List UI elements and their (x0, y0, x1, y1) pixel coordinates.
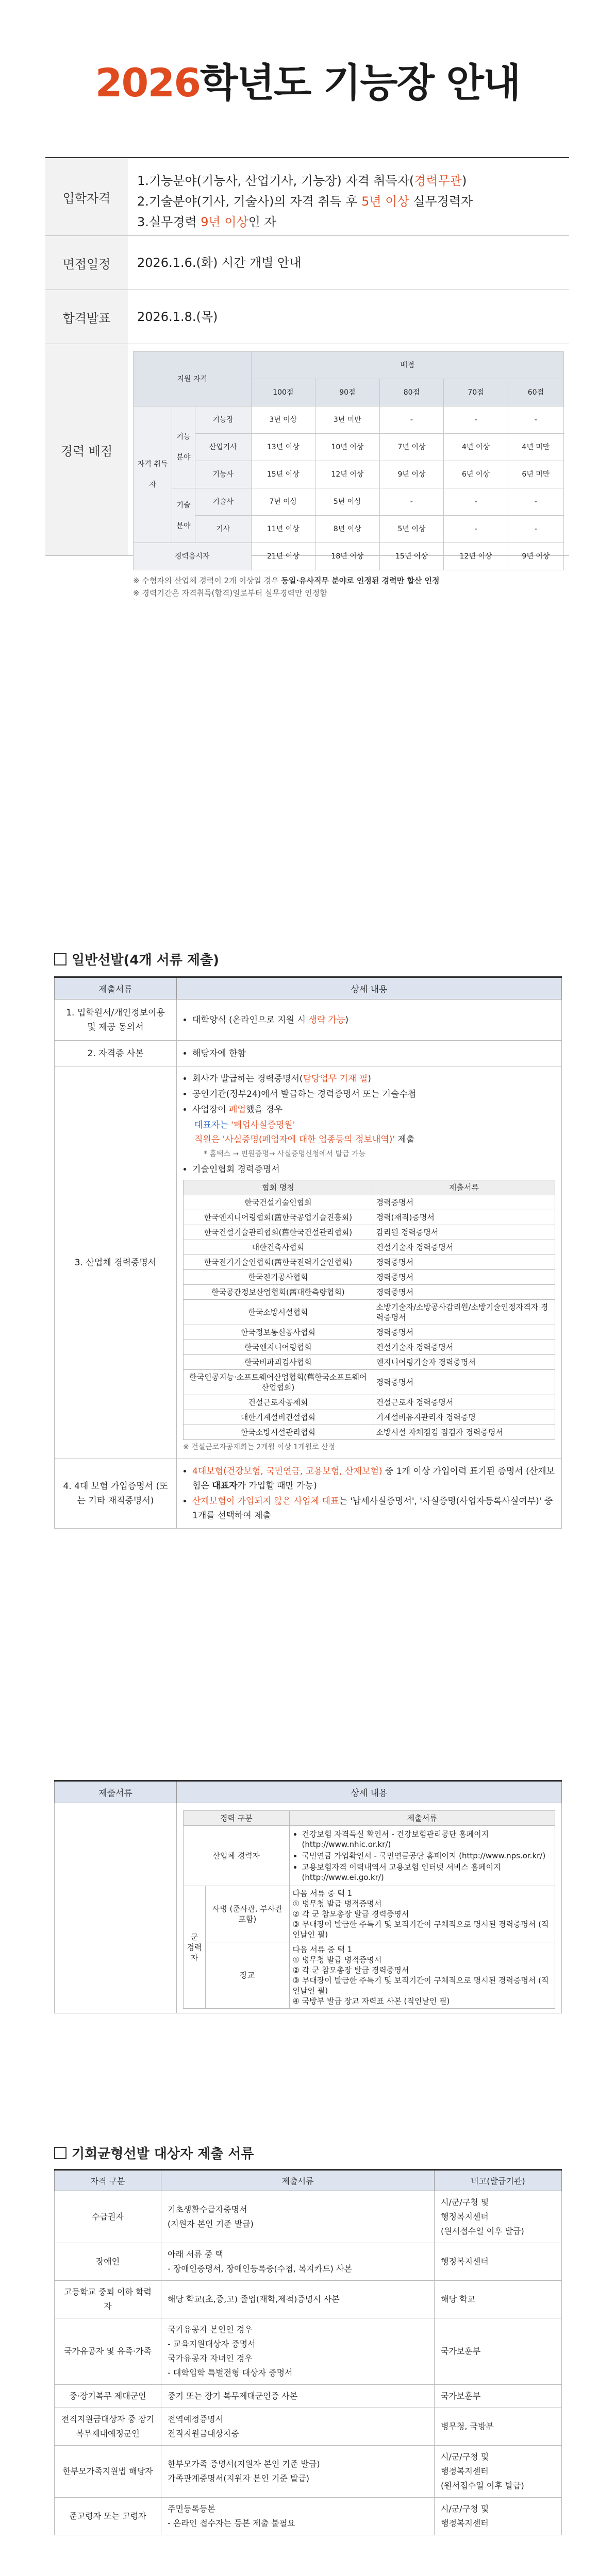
admission-info (45, 157, 569, 598)
score-notes: ※ 수험자의 산업체 경력이 2개 이상일 경우 동일·유사직무 분야로 인정된 경력만 합산 인정 ※ 경력기간은 자격취득(합격)일로부터 실무경력만 인정함 (133, 576, 440, 598)
balanced-table: 자격 구분 제출서류 비고(발급기관) 수급권자 기초생활수급자증명서 (지원자 본인 기준 발급) 시/군/구청 및 행정복지센터 (원서접수일 이후 발급) 장애인 아래 서류 중 택 - 장애인증명서, 장애인등록증(수첩, 복지카드) 사본 행정복지센터 고등학교 중퇴 이하 학력자 해당 학교(초,중,고) 졸업(재학,제적)증명서 사본 해당 학교 국가유공자 및 유족·가족 국가유공자 본인인 경우 - 교육지원대상자 증명서 국가유공자 자녀인 경우 - 대학입학 특별전형 대상자 증명서 국가보훈부 중·장기복무 제대군인 중기 또는 장기 복무제대군인증 사본 국가보훈부 전직지원금대상자 중 장기복무제대예정군인 전역예정증명서 전직지원금대상자증 병무청, 국방부 한부모가족지원법 해당자 한부모가족 증명서(지원자 본인 기준 발급) 가족관계증명서(지원자 본인 기준 발급) 시/군/구청 및 행정복지센터 (원서접수일 이후 발급) 준고령자 또는 고령자 주민등록등본 - 온라인 접수자는 등본 제출 불필요 시/군/구청 및 행정복지센터 (54, 2169, 562, 2535)
interview-row: 면접일정 2026.1.6.(화) 시간 개별 안내 (45, 236, 569, 290)
career-proof-table: 경력 구분 제출서류 산업체 경력자 • 건강보험 자격득실 확인서 - 건강보험관리공단 홈페이지 (http://www.nhic.or.kr/) • 국민연금 가입확인서 - 국민연금공단 홈페이지 (http://www.nps.or.kr/) • 고용보험자격 이력내역서 고용보험 인터넷 서비스 홈페이지(http://www.ei.go.kr/) 군 경력자 사병 (준사관, 부사관 포함) 다음 서류 중 택 1 ① 병무청 발급 병적증명서 ② 각 군 참모총장 발급 경력증명서 ③ 부대장이 발급한 주특기 및 보직기간이 구체적으로 명시된 경력증명서 (직인날인 필) 장교 다음 서류 중 택 1 ① 병무청 발급 병적증명서 ② 각 군 참모총장 발급 경력증명서 ③ 부대장이 발급한 주특기 및 보직기간이 구체적으로 명시된 경력증명서 (직인날인 필) ④ 국방부 발급 장교 자력표 사본 (직인날인 필) (183, 1810, 555, 2009)
score-row: 경력 배점 지원 자격 배점 100점 90점 80점 70점 60점 자격 취득자 기능 분야 기능장 3년 이상 3년 미만 - - - 산업기사 13년 이상 10년 이상 7년 이상 4년 이상 4년 미만 기능사 15년 이상 12년 이상 9년 이상 6년 이상 6년 미만 기술 분야 기술사 7년 이상 5년 이상 - - - 기사 11년 이상 8년 이상 5년 이상 - - 경력응시자 21년 이상 18년 이상 15년 이상 12년 이상 9년 이상 ※ 수험자의 산업체 경력이 2개 이상일 경우 동일·유사직무 분야로 인정된 경력만 합산 인정 ※ 경력기간은 자격취득(합격)일로부터 실무경력만 인정함 (45, 344, 569, 556)
general-table: 제출서류 상세 내용 1. 입학원서/개인정보이용 및 제공 동의서 • 대학양식 (온라인으로 지원 시 생략 가능) 2. 자격증 사본 • 해당자에 한함 3. 산업체 경력증명서 • 회사가 발급하는 경력증명서(담당업무 기재 필) • 공인기관(정부24)에서 발급하는 경력증명서 또는 기술수첩 • 사업장이 폐업했을 경우 대표자는 '폐업사실증명원' 직원은 '사실증명(폐업자에 대한 업종등의 정보내역)' 제출 * 홈택스 → 민원증명→ 사실증명신청에서 발급 가능 • 기술인협회 경력증명서 협회 명칭 제출서류 한국건설기술인협회 경력증명서 한국엔지니어링협회(舊한국공업기술진흥회) 경력(재직)증명서 한국건설기술관리협회(舊한국건설관리협회) 감리원 경력증명서 대한건축사협회 건설기술자 경력증명서 한국전기기술인협회(舊한국전력기술인협회) 경력증명서 한국전기공사협회 경력증명서 한국공간정보산업협회(舊대한측량협회) 경력증명서 한국소방시설협회 소방기술자/소방공사감리원/소방기술인정자격자 경력증명서 한국정보통신공사협회 경력증명서 한국엔지니어링협회 건설기술자 경력증명서 한국비파괴검사협회 엔지니어링기술자 경력증명서 한국인공지능·소프트웨어산업협회(舊한국소프트웨어산업협회) 경력증명서 건설근로자공제회 건설근로자 경력증명서 대한기계설비건설협회 기계설비유지관리자 경력증명 한국소방시설관리협회 소방시설 자체점검 점검자 경력증명서 ※ 건설근로자공제회는 2개월 이상 1개월로 산정 4. 4대 보험 가입증명서 (또는 기타 재직증명서) • 4대보험(건강보험, 국민연금, 고용보험, 산재보험) 중 1개 이상 가입이력 표기된 증명서 (산재보험은 대표자가 가입할 때만 가능) • 산재보험이 가입되지 않은 사업체 대표는 '납세사실증명서', '사실증명(사업자등록사실여부)' 중 1개를 선택하여 제출 (54, 976, 562, 1529)
result-row: 합격발표 2026.1.8.(목) (45, 290, 569, 344)
score-table: 지원 자격 배점 100점 90점 80점 70점 60점 자격 취득자 기능 분야 기능장 3년 이상 3년 미만 - - - 산업기사 13년 이상 10년 이상 7년 이상 4년 이상 4년 미만 기능사 15년 이상 12년 이상 9년 이상 6년 이상 6년 미만 기술 분야 기술사 7년 이상 5년 이상 - - - 기사 11년 이상 8년 이상 5년 이상 - - 경력응시자 21년 이상 18년 이상 15년 이상 12년 이상 9년 이상 (133, 351, 564, 570)
balanced-heading: 기회균형선발 대상자 제출 서류 (54, 2143, 254, 2162)
general-heading: 일반선발(4개 서류 제출) (54, 950, 219, 969)
qualification-label: 입학자격 (45, 158, 128, 235)
checkbox-icon (54, 953, 67, 965)
checkbox-icon (54, 2147, 67, 2159)
page-title: 2026학년도 기능장 안내 (95, 60, 520, 106)
association-table: 협회 명칭 제출서류 한국건설기술인협회 경력증명서 한국엔지니어링협회(舊한국공업기술진흥회) 경력(재직)증명서 한국건설기술관리협회(舊한국건설관리협회) 감리원 경력증명서 대한건축사협회 건설기술자 경력증명서 한국전기기술인협회(舊한국전력기술인협회) 경력증명서 한국전기공사협회 경력증명서 한국공간정보산업협회(舊대한측량협회) 경력증명서 한국소방시설협회 소방기술자/소방공사감리원/소방기술인정자격자 경력증명서 한국정보통신공사협회 경력증명서 한국엔지니어링협회 건설기술자 경력증명서 한국비파괴검사협회 엔지니어링기술자 경력증명서 한국인공지능·소프트웨어산업협회(舊한국소프트웨어산업협회) 경력증명서 건설근로자공제회 건설근로자 경력증명서 대한기계설비건설협회 기계설비유지관리자 경력증명 한국소방시설관리협회 소방시설 자체점검 점검자 경력증명서 (183, 1180, 555, 1440)
proof-table: 제출서류 상세 내용 경력 구분 제출서류 산업체 경력자 • 건강보험 자격득실 확인서 - 건강보험관리공단 홈페이지 (http://www.nhic.or.kr/) • 국민연금 가입확인서 - 국민연금공단 홈페이지 (http://www.nps.or.kr/) • 고용보험자격 이력내역서 고용보험 인터넷 서비스 홈페이지(http://www.ei.go.kr/) 군 경력자 사병 (준사관, 부사관 포함) 다음 서류 중 택 1 ① 병무청 발급 병적증명서 ② 각 군 참모총장 발급 경력증명서 ③ 부대장이 발급한 주특기 및 보직기간이 구체적으로 명시된 경력증명서 (직인날인 필) 장교 다음 서류 중 택 1 ① 병무청 발급 병적증명서 ② 각 군 참모총장 발급 경력증명서 ③ 부대장이 발급한 주특기 및 보직기간이 구체적으로 명시된 경력증명서 (직인날인 필) ④ 국방부 발급 장교 자력표 사본 (직인날인 필) (54, 1780, 562, 2013)
qualification-row: 입학자격 1.기능분야(기능사, 산업기사, 기능장) 자격 취득자(경력무관) 2.기술분야(기사, 기술사)의 자격 취득 후 5년 이상 실무경력자 3.실무경력 9년 이상인 자 (45, 158, 569, 236)
